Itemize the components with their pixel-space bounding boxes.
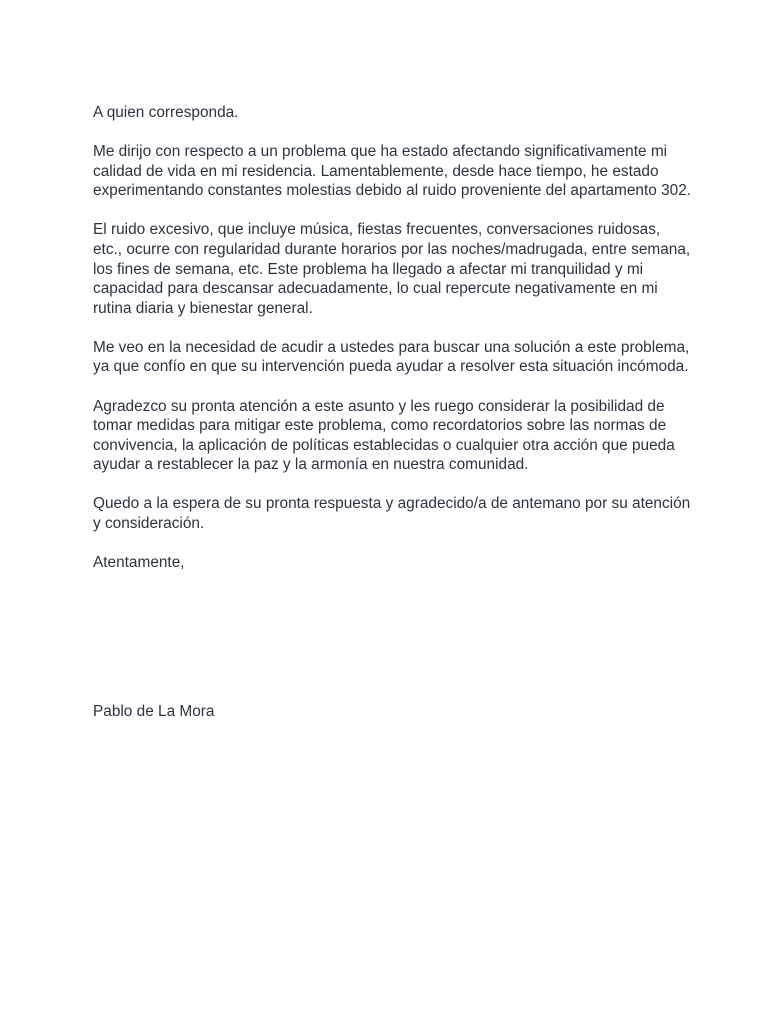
greeting: A quien corresponda. xyxy=(93,104,239,121)
letter-body xyxy=(93,103,693,573)
paragraph-complaint-intro: Me dirijo con respecto a un problema que ha estado afectando significativamente mi calidad de vida en mi residencia. Lamentablemente, desde hace tiempo, he estado experimentando constantes molestias debido al ruido proveniente del apartamento 302. xyxy=(93,143,692,200)
paragraph-awaiting-response: Quedo a la espera de su pronta respuesta y agradecido/a de antemano por su atención y consideración. xyxy=(93,495,691,532)
paragraph-noise-details: El ruido excesivo, que incluye música, fiestas frecuentes, conversaciones ruidosas, etc., ocurre con regularidad durante horarios por las noches/madrugada, entre semana, los fines de semana, etc. Este problema ha llegado a afectar mi tranquilidad y mi capacidad para descansar adecuadamente, lo cual repercute negativamente en mi rutina diaria y bienestar general. xyxy=(93,221,691,317)
closing: Atentamente, xyxy=(93,554,185,572)
paragraph-suggested-measures: Agradezco su pronta atención a este asunto y les ruego considerar la posibilidad de tomar medidas para mitigar este problema, como recordatorios sobre las normas de convivencia, la aplicación de políticas establecidas o cualquier otra acción que pueda ayudar a restablecer la paz y la armonía en nuestra comunidad. xyxy=(93,397,675,474)
signature-name: Pablo de La Mora xyxy=(93,703,215,720)
paragraph-request-help: Me veo en la necesidad de acudir a ustedes para buscar una solución a este problema, ya que confío en que su intervención pueda ayudar a resolver esta situación incómoda. xyxy=(93,338,690,376)
